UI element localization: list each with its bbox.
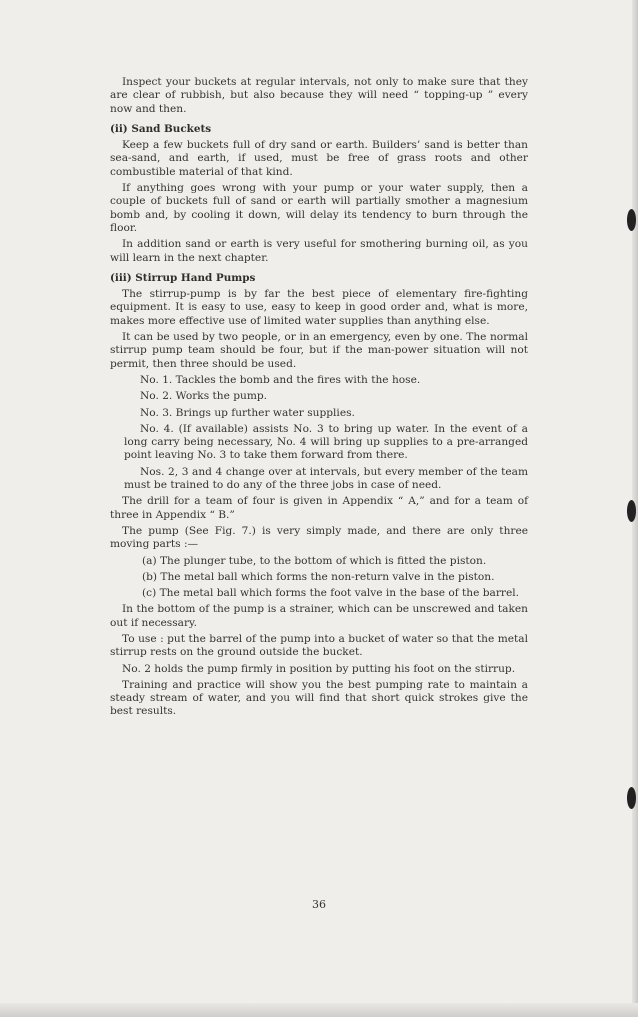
- to-use-paragraph: To use : put the barrel of the pump into a bucket of water so that the metal stirrup rests on the ground outside the bucket.: [110, 632, 528, 659]
- binder-hole-bottom: [627, 787, 636, 809]
- binder-hole-middle: [627, 500, 636, 522]
- page-number: 36: [312, 898, 326, 911]
- strainer-paragraph: In the bottom of the pump is a strainer, which can be unscrewed and taken out if necessary.: [110, 603, 528, 629]
- team-member-4: No. 4. (If available) assists No. 3 to bring up water. In the event of a long carry being necessary, No. 4 will bring up supplies to a pre-arranged point leaving No. 3 to take them forward from there.: [124, 422, 528, 462]
- stirrup-paragraph-1: The stirrup-pump is by far the best piece of elementary fire-fighting equipment. It is easy to use, easy to keep in good order and, what is more, makes more effective use of limited water supplies than anything else.: [110, 288, 528, 327]
- team-rotation-note: Nos. 2, 3 and 4 change over at intervals, but every member of the team must be trained to do any of the three jobs in case of need.: [124, 465, 528, 492]
- sand-paragraph-2: If anything goes wrong with your pump or your water supply, then a couple of buckets full of sand or earth will partially smother a magnesium bomb and, by cooling it down, will delay its tendency to burn through the floor.: [110, 182, 528, 234]
- pump-part-c: (c) The metal ball which forms the foot valve in the base of the barrel.: [142, 587, 520, 600]
- page-bottom-shadow: [0, 1003, 638, 1017]
- training-paragraph: Training and practice will show you the best pumping rate to maintain a steady stream of water, and you will find that short quick strokes give the best results.: [110, 678, 528, 718]
- stirrup-paragraph-2: It can be used by two people, or in an emergency, even by one. The normal stirrup pump team should be four, but if the man-power situation will not permit, then three should be used.: [110, 331, 528, 370]
- sand-paragraph-1: Keep a few buckets full of dry sand or earth. Builders’ sand is better than sea-sand, and earth, if used, must be free of grass roots and other combustible material of that kind.: [110, 139, 528, 178]
- stirrup-pumps-heading: (iii) Stirrup Hand Pumps: [110, 271, 256, 284]
- team-member-2: No. 2. Works the pump.: [140, 390, 268, 403]
- team-member-3: No. 3. Brings up further water supplies.: [140, 406, 355, 419]
- pump-part-b: (b) The metal ball which forms the non-return valve in the piston.: [142, 570, 495, 583]
- team-member-1: No. 1. Tackles the bomb and the fires with the hose.: [140, 373, 421, 386]
- sand-paragraph-3: In addition sand or earth is very useful for smothering burning oil, as you will learn in the next chapter.: [110, 238, 528, 264]
- foot-paragraph: No. 2 holds the pump firmly in position by putting his foot on the stirrup.: [122, 662, 516, 675]
- binder-hole-top: [627, 209, 636, 231]
- intro-paragraph: Inspect your buckets at regular intervals, not only to make sure that they are clear of rubbish, but also because they will need “ topping-up ” every now and then.: [110, 76, 528, 115]
- page-body: [110, 76, 528, 722]
- sand-buckets-heading: (ii) Sand Buckets: [110, 122, 212, 135]
- pump-part-a: (a) The plunger tube, to the bottom of which is fitted the piston.: [142, 554, 487, 567]
- pump-parts-intro: The pump (See Fig. 7.) is very simply made, and there are only three moving parts :—: [110, 524, 528, 551]
- drill-paragraph: The drill for a team of four is given in Appendix “ A,” and for a team of three in Appendix “ B.”: [110, 495, 528, 521]
